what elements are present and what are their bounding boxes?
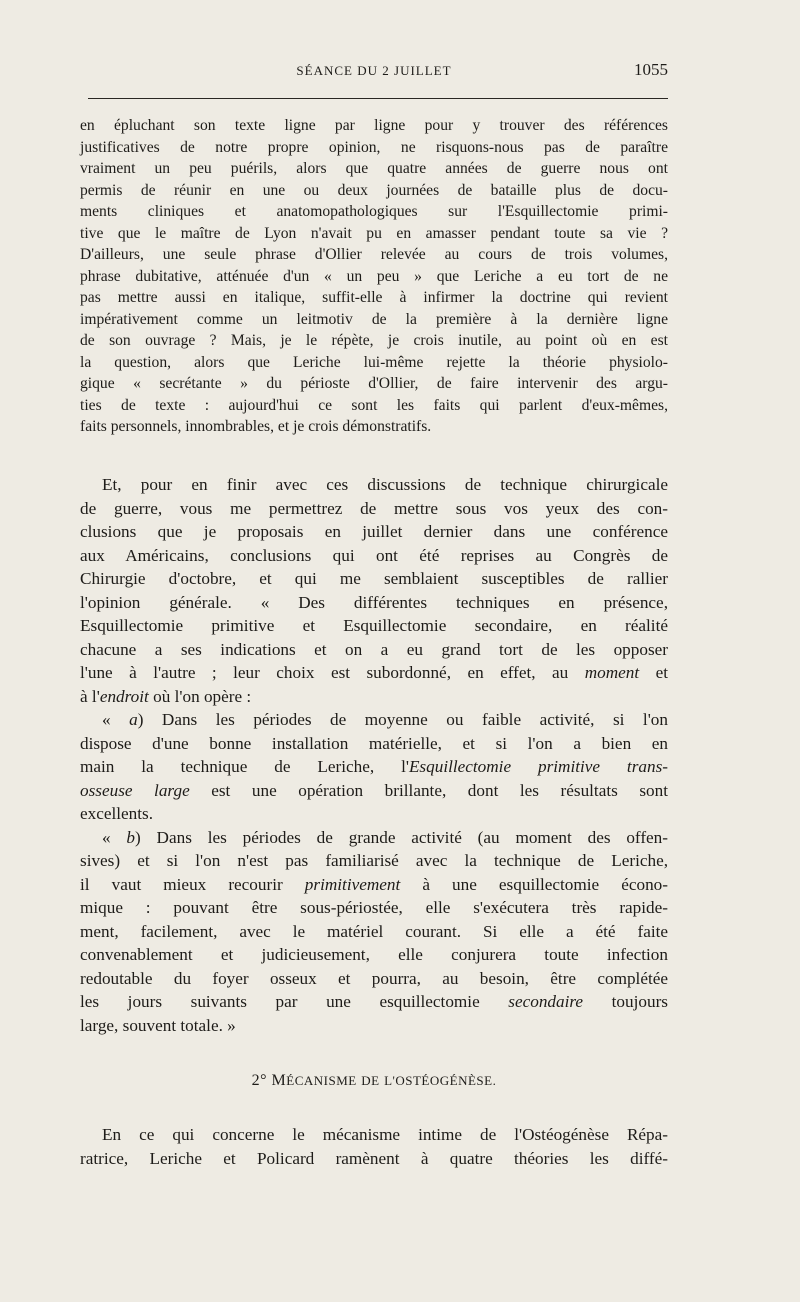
text-line: phrase dubitative, atténuée d'un « un peu » que Leriche a eu tort de ne: [80, 267, 668, 285]
paragraph-conclusions: [80, 473, 668, 1037]
text-line: justificatives de notre propre opinion, ne risquons-nous pas de paraître: [80, 138, 668, 156]
text-line: main la technique de Leriche, l'Esquillectomie primitive trans-: [80, 757, 668, 776]
text-line: ments cliniques et anatomopathologiques sur l'Esquillectomie primi-: [80, 203, 668, 220]
section-heading: 2° MÉCANISME DE L'OSTÉOGÉNÈSE.: [251, 1072, 497, 1089]
header-rule: [88, 98, 668, 99]
text-line: En ce qui concerne le mécanisme intime de l'Ostéogénèse Répa-: [102, 1125, 668, 1144]
text-line: aux Américains, conclusions qui ont été reprises au Congrès de: [80, 545, 668, 565]
header-title: SÉANCE DU 2 JUILLET: [296, 63, 452, 78]
text-line: osseuse large est une opération brillante, dont les résultats sont: [80, 780, 668, 800]
text-line: permis de réunir en une ou deux journées de bataille plus de docu-: [80, 181, 668, 199]
text-line: vraiment un peu puérils, alors que quatre années de guerre nous ont: [80, 160, 668, 177]
text-line: D'ailleurs, une seule phrase d'Ollier relevée au cours de trois volumes,: [80, 246, 668, 263]
item-b-line: « b) Dans les périodes de grande activité (au moment des offen-: [102, 827, 669, 847]
text-line: dispose d'une bonne installation matérielle, et si l'on a bien en: [80, 733, 668, 753]
paragraph-mechanism: [80, 1123, 668, 1171]
text-line: large, souvent totale. »: [80, 1015, 236, 1035]
text-line: sives) et si l'on n'est pas familiarisé avec la technique de Leriche,: [80, 851, 668, 870]
italic-endroit: endroit: [99, 686, 149, 706]
text-line: chacune a ses indications et on a eu grand tort de les opposer: [80, 639, 668, 659]
text-line: pas mettre aussi en italique, suffit-elle à infirmer la doctrine qui revient: [80, 289, 668, 306]
text-line: Et, pour en finir avec ces discussions de technique chirurgicale: [102, 475, 668, 494]
text-line: mique : pouvant être sous-périostée, elle s'exécutera très rapide-: [80, 898, 668, 917]
text-line: de guerre, vous me permettrez de mettre sous vos yeux des con-: [80, 498, 668, 518]
text-line: tive que le maître de Lyon n'avait pu en amasser pendant toute sa vie ?: [80, 224, 668, 242]
text-line: l'une à l'autre ; leur choix est subordonné, en effet, au moment et: [80, 663, 668, 682]
text-line: ratrice, Leriche et Policard ramènent à quatre théories les diffé-: [80, 1149, 668, 1168]
text-line: Esquillectomie primitive et Esquillectomie secondaire, en réalité: [80, 616, 668, 635]
text-line: impérativement comme un leitmotiv de la première à la dernière ligne: [80, 310, 668, 328]
text-line: ment, facilement, avec le matériel courant. Si elle a été faite: [80, 921, 668, 941]
text-line: à l'endroit où l'on opère :: [80, 686, 252, 706]
text-line: redoutable du foyer osseux et pourra, au besoin, être complétée: [80, 968, 668, 988]
text-line: faits personnels, innombrables, et je crois démonstratifs.: [80, 418, 432, 435]
item-a-line: « a) Dans les périodes de moyenne ou faible activité, si l'on: [102, 710, 668, 729]
text-line: de son ouvrage ? Mais, je le répète, je crois inutile, au point où en est: [80, 332, 668, 349]
text-line: gique « secrétante » du périoste d'Ollier, de faire intervenir des argu-: [80, 375, 668, 392]
text-line: convenablement et judicieusement, elle conjurera toute infection: [80, 945, 668, 964]
text-line: excellents.: [80, 804, 154, 823]
running-header: [80, 60, 668, 84]
page-number: 1055: [634, 60, 668, 79]
text-line: clusions que je proposais en juillet dernier dans une conférence: [80, 522, 668, 541]
text-line: les jours suivants par une esquillectomie secondaire toujours: [80, 992, 668, 1011]
text-line: la question, alors que Leriche lui-même rejette la théorie physiolo-: [80, 353, 668, 371]
italic-moment: moment: [584, 663, 640, 682]
text-line: ties de texte : aujourd'hui ce sont les faits qui parlent d'eux-mêmes,: [80, 396, 668, 414]
paragraph-text-small: [80, 115, 668, 438]
text-line: il vaut mieux recourir primitivement à une esquillectomie écono-: [80, 874, 668, 894]
text-line: en épluchant son texte ligne par ligne pour y trouver des références: [80, 117, 668, 134]
text-line: Chirurgie d'octobre, et qui me semblaient susceptibles de rallier: [80, 569, 668, 588]
text-line: l'opinion générale. « Des différentes techniques en présence,: [80, 592, 668, 612]
